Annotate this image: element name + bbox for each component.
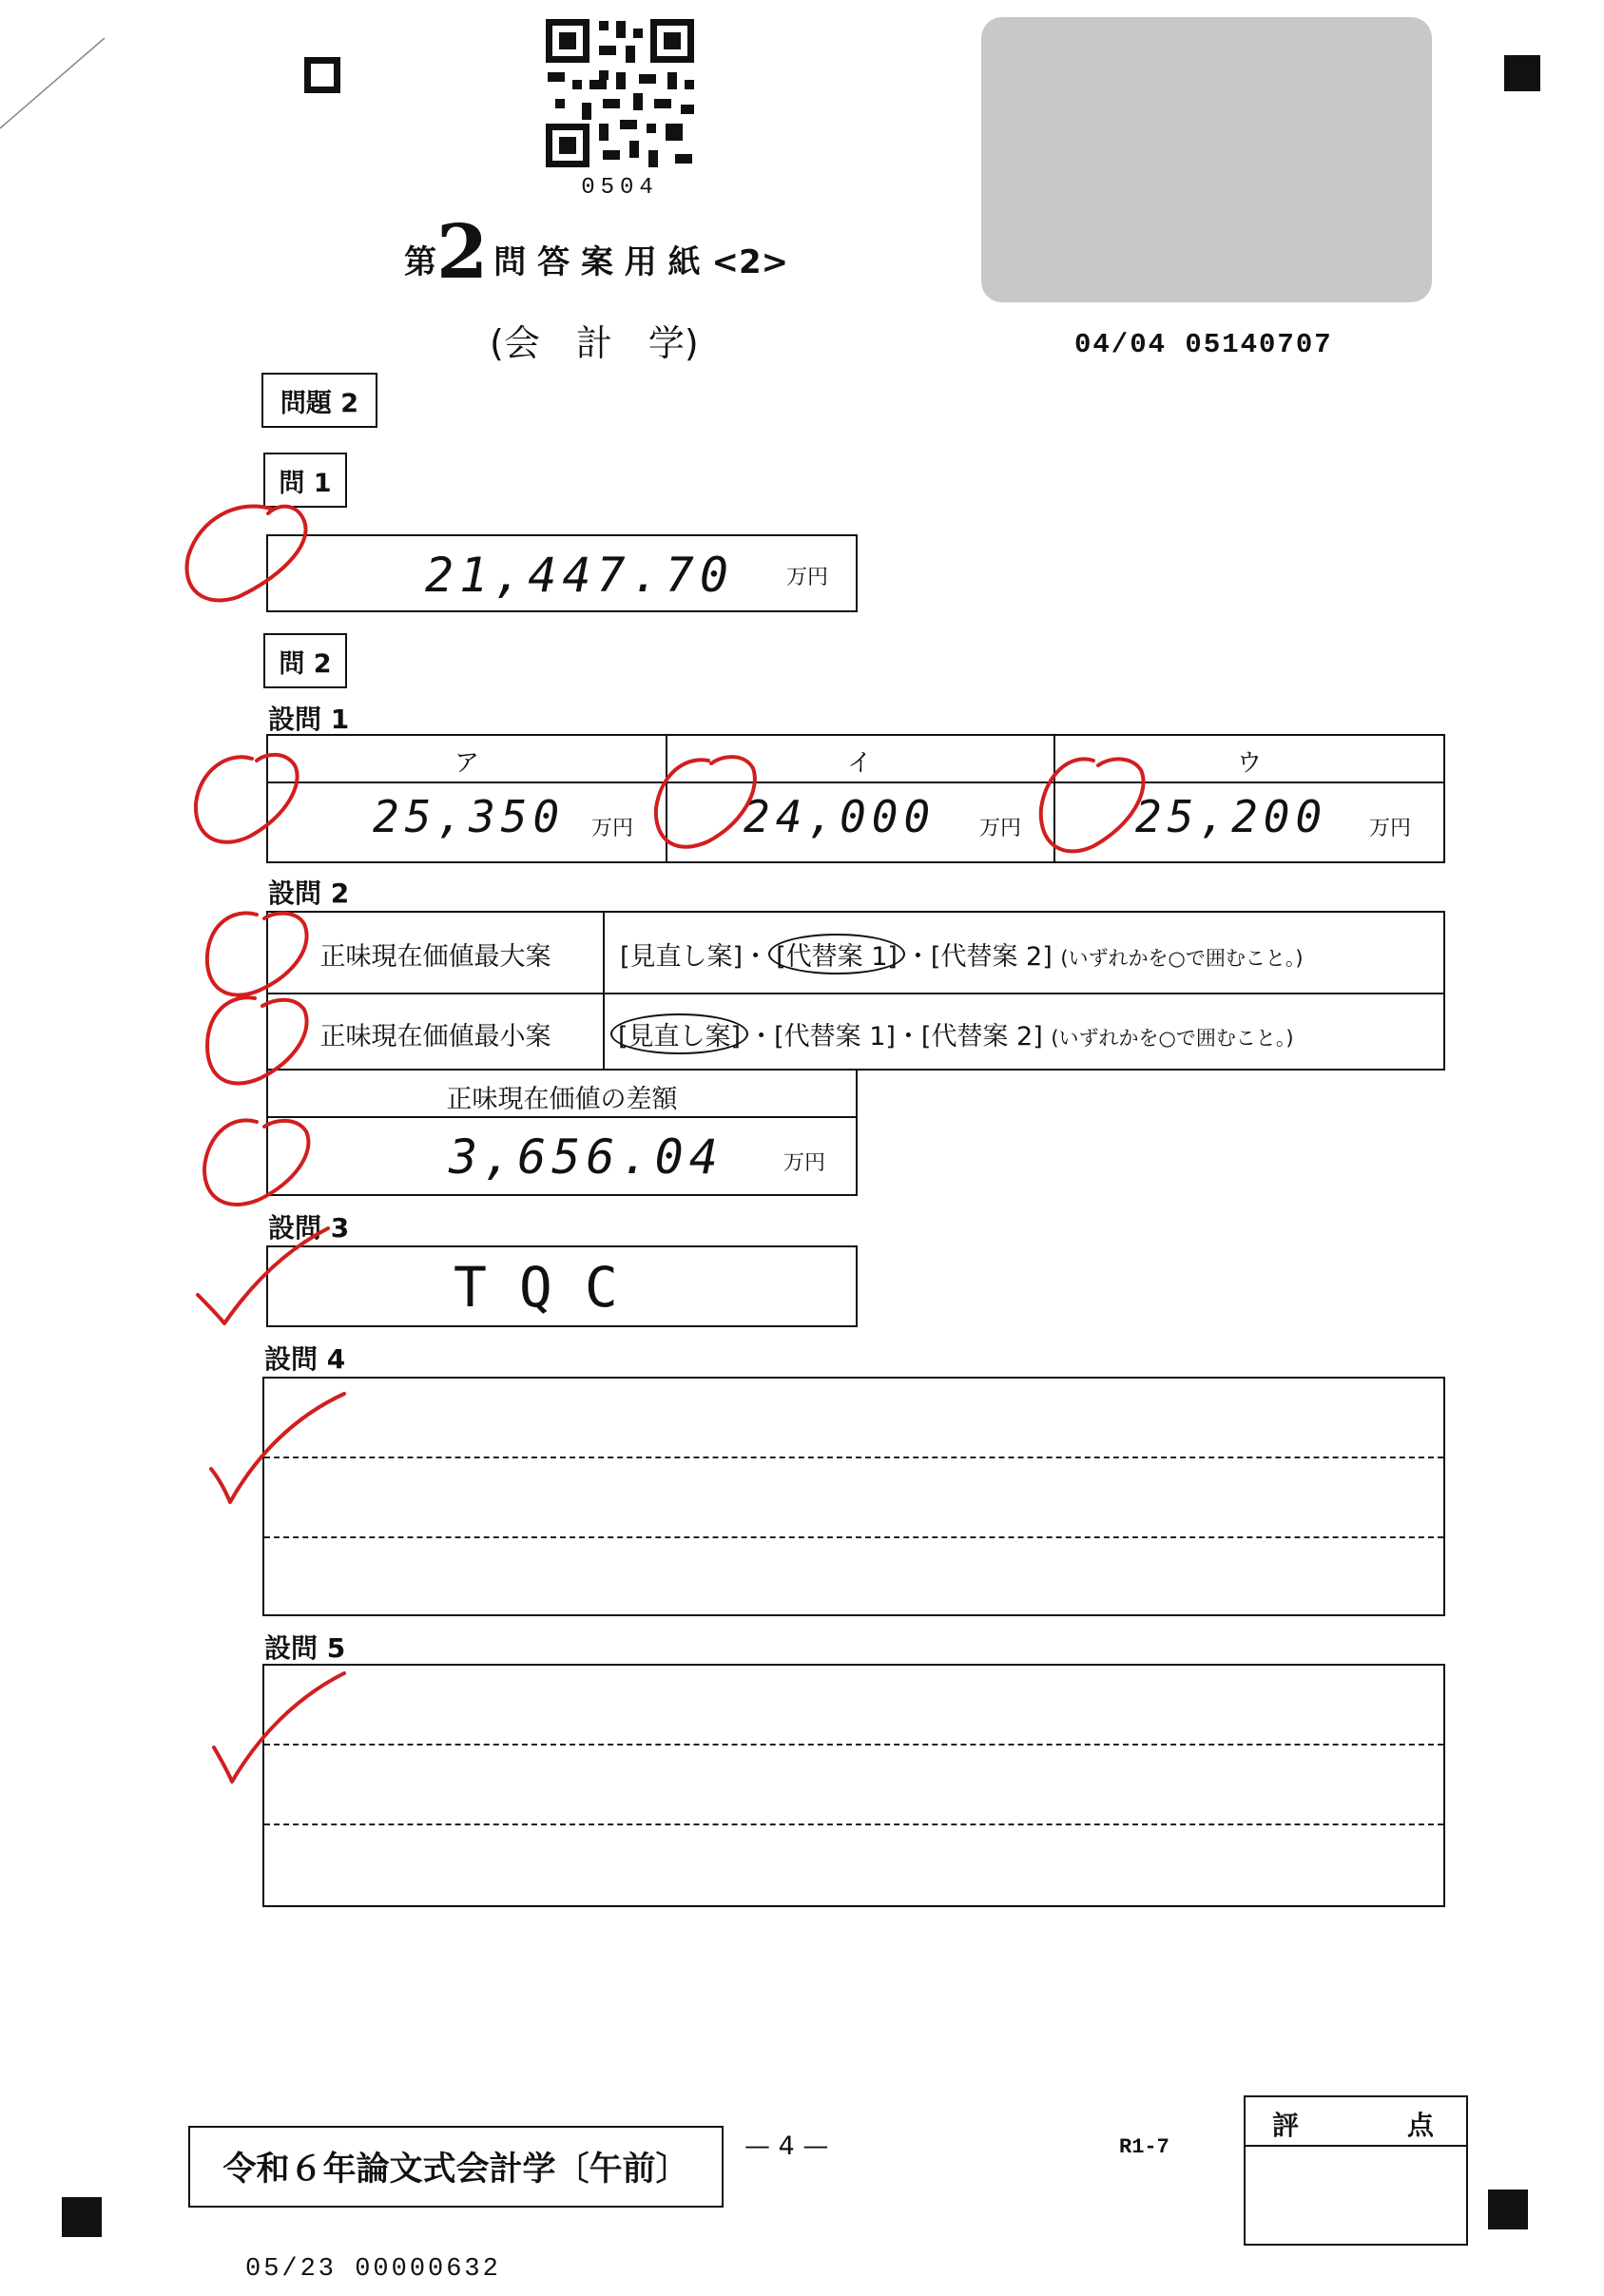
option-alt-plan-2: [代替案 2] [920, 1022, 1043, 1052]
sub2-diff-label: 正味現在価値の差額 [446, 1085, 678, 1114]
sub1-unit-u: 万円 [1369, 817, 1412, 840]
score-label-2: 点 [1407, 2110, 1435, 2141]
sub1-unit-a: 万円 [591, 817, 634, 840]
sub2-row2-label: 正味現在価値最小案 [319, 1022, 551, 1052]
q1-answer: 21,447.70 [425, 548, 734, 603]
sub1-i-correct-circle [656, 757, 755, 847]
q2-label: 問 2 [279, 648, 332, 679]
exam-code: 04/04 05140707 [1074, 329, 1333, 360]
page-number: — 4 — [744, 2132, 829, 2161]
sub1-header-a: ア [454, 749, 479, 778]
sub3-check-mark [198, 1228, 328, 1323]
option-instruction: (いずれかを○で囲むこと。) [1060, 947, 1304, 970]
option-review-plan: [見直し案] [610, 1013, 748, 1054]
option-instruction: (いずれかを○で囲むこと。) [1051, 1027, 1294, 1050]
problem-label: 問題 2 [280, 388, 359, 418]
sub1-unit-i: 万円 [979, 817, 1022, 840]
sub4-check-mark [211, 1394, 344, 1502]
sub2-label: 設問 2 [268, 878, 350, 909]
sub4-label: 設問 4 [264, 1343, 346, 1375]
sub1-value-i: 24,000 [744, 791, 937, 842]
sub5-check-mark [214, 1673, 344, 1782]
subject-label: (会 計 学) [490, 322, 699, 364]
sub2-diff-unit: 万円 [783, 1151, 826, 1175]
title-prefix: 第 [404, 243, 436, 281]
form-code: R1-7 [1119, 2135, 1169, 2159]
sub2-row1-options: [見直し案]・ [代替案 1] ・[代替案 2] (いずれかを○で囲むこと。) [620, 936, 1304, 973]
sub2-row1-correct-circle [207, 913, 307, 994]
option-alt-plan-2: [代替案 2] [930, 942, 1053, 972]
sub3-label: 設問 3 [268, 1212, 350, 1244]
score-box [1244, 2095, 1468, 2246]
sub1-a-correct-circle [196, 755, 298, 842]
sub1-u-correct-circle [1041, 759, 1144, 851]
sub1-header-u: ウ [1236, 749, 1262, 778]
qr-code-number: 0504 [581, 175, 659, 201]
sub1-value-a: 25,350 [373, 791, 566, 842]
exam-title: 令和６年論文式会計学〔午前〕 [222, 2151, 689, 2189]
sub3-answer: TQC [454, 1255, 650, 1320]
option-review-plan: [見直し案] [620, 942, 744, 972]
sub2-diff-correct-circle [204, 1120, 308, 1205]
sub2-row1-label: 正味現在価値最大案 [319, 942, 551, 972]
q1-correct-circle [187, 506, 306, 600]
sub1-label: 設問 1 [268, 704, 350, 735]
title-suffix: 問 答 案 用 紙 <2> [493, 243, 789, 281]
sub2-row2-options: [見直し案] ・[代替案 1]・[代替案 2] (いずれかを○で囲むこと。) [610, 1015, 1294, 1052]
q1-unit: 万円 [786, 566, 829, 589]
sub1-value-u: 25,200 [1135, 791, 1328, 842]
option-alt-plan-1: [代替案 1] [768, 934, 905, 974]
title-number: 2 [436, 209, 489, 296]
sub2-row2-correct-circle [207, 997, 307, 1083]
sub5-label: 設問 5 [264, 1632, 346, 1664]
exam-title-box [188, 2126, 724, 2208]
score-label-1: 評 [1272, 2110, 1300, 2141]
sub1-header-i: イ [846, 749, 872, 778]
option-alt-plan-1: [代替案 1] [774, 1022, 896, 1052]
bottom-code: 05/23 00000632 [245, 2255, 501, 2284]
q1-label: 問 1 [279, 468, 332, 498]
sub2-diff-value: 3,656.04 [449, 1129, 724, 1185]
